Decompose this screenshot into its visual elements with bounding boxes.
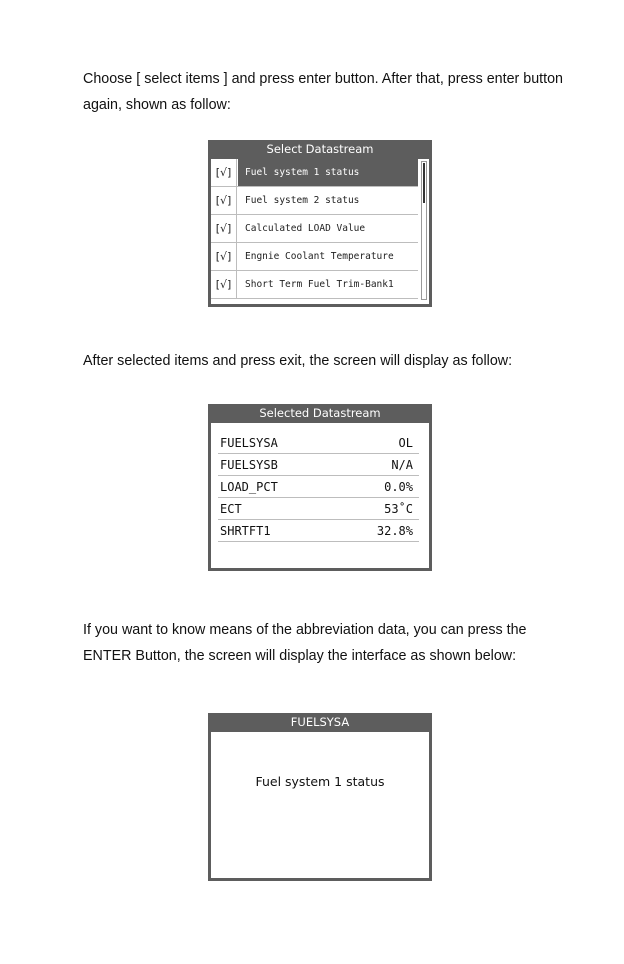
screen-title: Select Datastream [266,142,374,156]
list-item[interactable] [211,159,418,187]
list-item-label: Engnie Coolant Temperature [245,251,394,262]
list-item[interactable] [211,243,418,271]
checkbox[interactable]: [√] [211,271,237,298]
pid-name: FUELSYSB [220,458,278,472]
select-list [211,159,429,304]
detail-body [211,732,429,878]
table-row[interactable] [218,476,419,498]
middle-paragraph: After selected items and press exit, the screen will display as follow: [83,353,513,369]
list-item-label: Fuel system 2 status [245,195,360,206]
list-item-label: Short Term Fuel Trim-Bank1 [245,279,394,290]
description-text: Fuel system 1 status [255,774,385,789]
list-item[interactable] [211,271,418,299]
pid-name: ECT [220,502,242,516]
pid-value: 53˚C [384,502,413,516]
checkbox[interactable]: [√] [211,159,237,186]
screen-title: FUELSYSA [290,715,350,729]
pid-value: 32.8% [376,524,413,538]
pid-name: FUELSYSA [220,436,278,450]
checkbox[interactable]: [√] [211,215,237,242]
list-item[interactable] [211,187,418,215]
table-row[interactable] [218,498,419,520]
table-row[interactable] [218,432,419,454]
pid-name: SHRTFT1 [220,524,271,538]
selected-datastream-screen [208,404,432,571]
datastream-list [211,423,429,568]
checkbox[interactable]: [√] [211,243,237,270]
checkbox[interactable]: [√] [211,187,237,214]
pid-value: 0.0% [384,480,413,494]
list-item[interactable] [211,215,418,243]
abbreviation-paragraph: If you want to know means of the abbreviation data, you can press the ENTER Button, the screen will display the interface as shown below: [83,622,527,664]
list-item-label: Fuel system 1 status [245,167,360,178]
select-datastream-screen [208,140,432,307]
pid-value: OL [398,436,413,450]
pid-name: LOAD_PCT [220,480,278,494]
scrollbar[interactable] [421,161,427,300]
table-row[interactable] [218,454,419,476]
intro-paragraph: Choose [ select items ] and press enter button. After that, press enter button again, shown as follow: [83,71,564,113]
screen-title: Selected Datastream [259,406,381,420]
fuelsysa-detail-screen [208,713,432,881]
scrollbar-thumb[interactable] [423,163,425,203]
table-row[interactable] [218,520,419,542]
pid-value: N/A [391,458,413,472]
list-item-label: Calculated LOAD Value [245,223,366,234]
